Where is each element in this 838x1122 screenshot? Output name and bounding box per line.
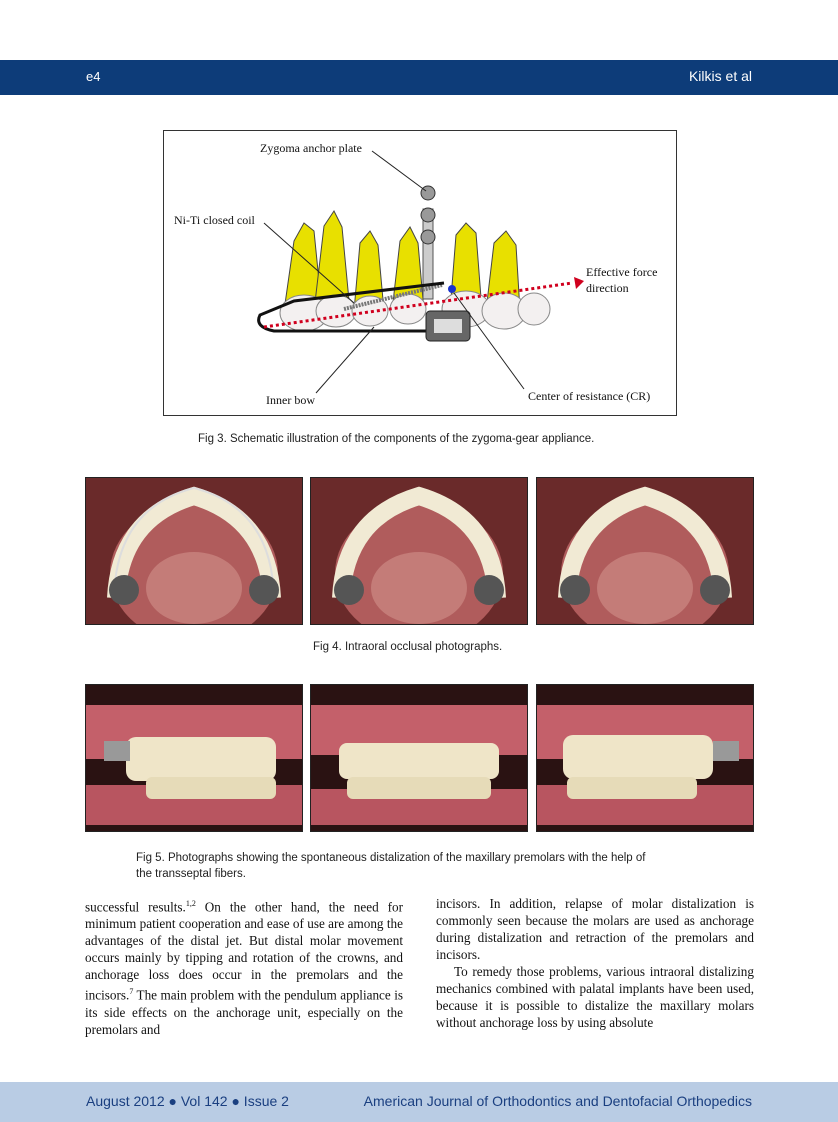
fig5-caption-line2: the transseptal fibers.: [136, 868, 246, 880]
label-zygoma-anchor-plate: Zygoma anchor plate: [260, 141, 362, 155]
figure-3-diagram: [163, 130, 677, 416]
page-number: e4: [86, 69, 101, 84]
zygoma-plate-screws: [421, 186, 435, 299]
fig3-caption: Fig 3. Schematic illustration of the components of the zygoma-gear appliance.: [198, 433, 595, 445]
label-effective-force-1: Effective force: [586, 265, 658, 279]
buccal-photo-left-image: [537, 685, 753, 831]
fig4-caption: Fig 4. Intraoral occlusal photographs.: [313, 641, 503, 653]
issue-info: August 2012 ● Vol 142 ● Issue 2: [86, 1093, 289, 1109]
occlusal-photo-3: [536, 477, 754, 625]
occlusal-photo-2-image: [311, 478, 527, 624]
body-paragraph-right-1: incisors. In addition, relapse of molar distalization is commonly seen because the molars are used as anchorage during distalization and retraction of the premolars and incisors.: [436, 896, 754, 962]
body-paragraph-left: [85, 895, 403, 1038]
journal-name: American Journal of Orthodontics and Dentofacial Orthopedics: [363, 1093, 752, 1109]
occlusal-photo-1-image: [86, 478, 302, 624]
buccal-photo-left: [536, 684, 754, 832]
body-text: The main problem with the pendulum appliance is its side effects on the anchorage unit, especially on the premolars and: [85, 987, 403, 1037]
label-niti-closed-coil: Ni-Ti closed coil: [174, 213, 255, 227]
fig5-caption-line1: Fig 5. Photographs showing the spontaneous distalization of the maxillary premolars with the help of: [136, 852, 646, 864]
body-column-left: [85, 895, 403, 1038]
citation: 7: [129, 987, 134, 997]
label-center-of-resistance: Center of resistance (CR): [528, 389, 651, 403]
page-footer: [0, 1082, 838, 1122]
body-paragraph-right-2: To remedy those problems, various intraoral distalizing mechanics combined with palatal implants have been used, because it is possible to distalize the maxillary molars without anchorage loss by using absolute: [436, 964, 754, 1030]
buccal-photo-right: [85, 684, 303, 832]
body-text: successful results.: [85, 899, 186, 915]
occlusal-photo-2: [310, 477, 528, 625]
label-effective-force-2: direction: [586, 281, 629, 295]
citation: 1,2: [185, 899, 196, 908]
page-header: [0, 60, 838, 95]
label-inner-bow: Inner bow: [266, 393, 315, 407]
body-column-right: [436, 895, 754, 1031]
frontal-photo: [310, 684, 528, 832]
occlusal-photo-1: [85, 477, 303, 625]
running-authors: Kilkis et al: [688, 68, 752, 84]
buccal-photo-right-image: [86, 685, 302, 831]
teeth-illustration: [280, 211, 550, 331]
frontal-photo-image: [311, 685, 527, 831]
fig5-caption: [136, 850, 645, 882]
occlusal-photo-3-image: [537, 478, 753, 624]
body-text: On the other hand, the need for minimum patient cooperation and ease of use are among the advantages of the distal jet. But distal molar movement occurs mainly by tipping and rotation of the crowns, and anchorage loss does occur in the premolars and the incisors.: [85, 899, 403, 1003]
